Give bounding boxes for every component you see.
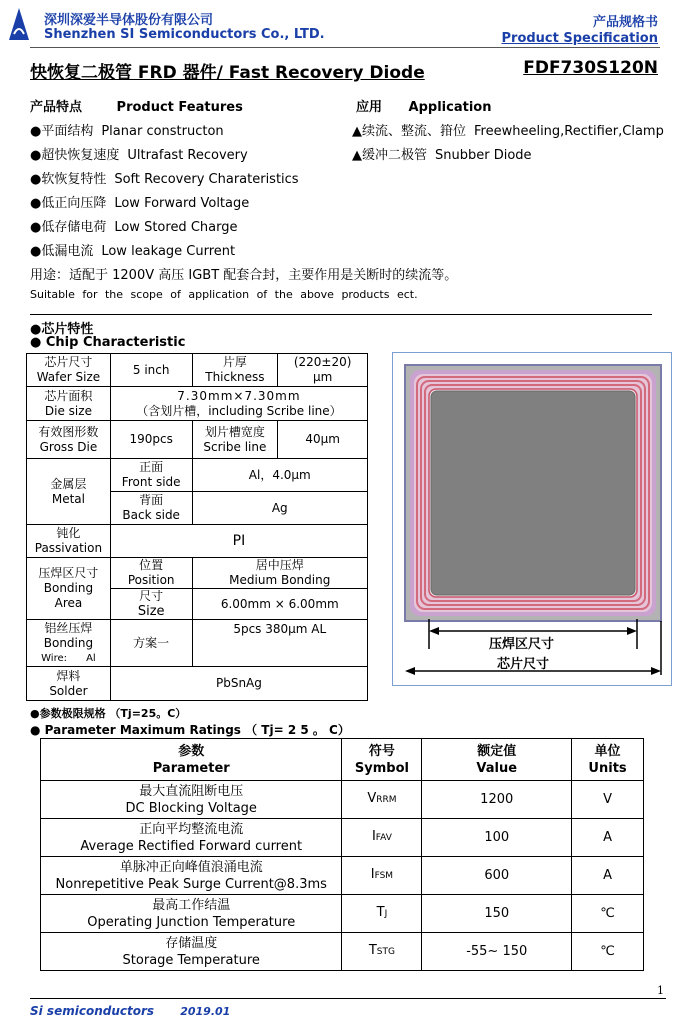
application-heading-en: Application xyxy=(408,100,492,115)
value-cell: 100 xyxy=(422,819,572,857)
bonding-area-label: 压焊区尺寸 Bonding Area xyxy=(27,558,111,620)
gross-die-value: 190pcs xyxy=(110,421,192,459)
usage-cn: 用途：适配于 1200V 高压 IGBT 配套合封，主要作用是关断时的续流等。 xyxy=(30,268,458,283)
chip-heading-cn: ●芯片特性 xyxy=(30,322,94,337)
scribe-line-value: 40μm xyxy=(278,421,368,459)
thickness-label: 片厚 Thickness xyxy=(192,354,278,387)
company-name-cn: 深圳深爱半导体股份有限公司 xyxy=(44,13,214,28)
value-cell: 150 xyxy=(422,895,572,933)
application-list xyxy=(352,120,664,168)
table-row xyxy=(41,781,644,819)
value-cell: 1200 xyxy=(422,781,572,819)
scheme-label: 方案一 xyxy=(110,620,192,667)
table-header-row xyxy=(41,739,644,781)
die-size-label: 芯片面积 Die size xyxy=(27,387,111,421)
size-value: 6.00mm × 6.00mm xyxy=(192,589,367,620)
gross-die-label: 有效图形数 Gross Die xyxy=(27,421,111,459)
position-value: 居中压焊 Medium Bonding xyxy=(192,558,367,589)
unit-cell: ℃ xyxy=(572,933,644,971)
features-heading-en: Product Features xyxy=(116,100,243,115)
table-row xyxy=(41,819,644,857)
scribe-line-label: 划片槽宽度 Scribe line xyxy=(192,421,278,459)
table-row xyxy=(27,558,368,589)
column-header: 符号 Symbol xyxy=(342,739,422,781)
symbol-cell: TJ xyxy=(342,895,422,933)
chip-characteristic-table xyxy=(26,353,368,701)
wafer-value: 5 inch xyxy=(110,354,192,387)
company-logo-icon xyxy=(5,4,33,44)
position-label: 位置 Position xyxy=(110,558,192,589)
bonding-wire-label: 铝丝压焊 Bonding Wire: Al xyxy=(27,620,111,667)
parameter-cell: 正向平均整流电流 Average Rectified Forward current xyxy=(41,819,342,857)
back-side-value: Ag xyxy=(192,492,367,525)
feature-item: ●平面结构 Planar constructon xyxy=(30,124,224,139)
features-list xyxy=(30,120,299,264)
back-side-label: 背面 Back side xyxy=(110,492,192,525)
usage-en: Suitable for the scope of application of the above products ect. xyxy=(30,288,418,301)
ratings-heading-cn: ●参数极限规格 （Tj=25。C） xyxy=(30,707,187,720)
chip-size-label: 芯片尺寸 xyxy=(497,657,550,672)
section-divider xyxy=(30,314,652,315)
symbol-cell: IFAV xyxy=(342,819,422,857)
application-heading xyxy=(356,96,491,115)
wafer-label: 芯片尺寸 Wafer Size xyxy=(27,354,111,387)
table-row xyxy=(27,354,368,387)
value-cell: 600 xyxy=(422,857,572,895)
bonding-wire-value: 5pcs 380μm AL xyxy=(192,620,367,667)
thickness-value: (220±20) μm xyxy=(278,354,368,387)
doc-title: 快恢复二极管 FRD 器件/ Fast Recovery Diode xyxy=(30,63,425,83)
features-heading-cn: 产品特点 xyxy=(30,100,83,115)
ratings-table xyxy=(40,738,644,971)
parameter-cell: 单脉冲正向峰值浪涌电流 Nonrepetitive Peak Surge Current@8.3ms xyxy=(41,857,342,895)
bonding-area-label: 压焊区尺寸 xyxy=(489,637,555,652)
spec-title-en: Product Specification xyxy=(501,31,658,46)
metal-label: 金属层 Metal xyxy=(27,459,111,525)
application-heading-cn: 应用 xyxy=(356,100,383,115)
table-row xyxy=(27,421,368,459)
table-row xyxy=(27,459,368,492)
feature-item: ●软恢复特性 Soft Recovery Charateristics xyxy=(30,172,299,187)
size-label: 尺寸 Size xyxy=(110,589,192,620)
symbol-cell: TSTG xyxy=(342,933,422,971)
footer-date: 2019.01 xyxy=(180,1005,231,1018)
footer-text xyxy=(30,1004,230,1018)
front-side-value: Al，4.0μm xyxy=(192,459,367,492)
column-header: 额定值 Value xyxy=(422,739,572,781)
symbol-cell: IFSM xyxy=(342,857,422,895)
solder-label: 焊料 Solder xyxy=(27,667,111,701)
footer-divider xyxy=(30,998,666,999)
unit-cell: V xyxy=(572,781,644,819)
front-side-label: 正面 Front side xyxy=(110,459,192,492)
application-item: ▲缓冲二极管 Snubber Diode xyxy=(352,148,532,163)
page-number: 1 xyxy=(657,984,664,997)
ratings-heading-en: ● Parameter Maximum Ratings （ Tj= 2 5 。 C） xyxy=(30,723,350,737)
parameter-cell: 最大直流阻断电压 DC Blocking Voltage xyxy=(41,781,342,819)
feature-item: ●低存储电荷 Low Stored Charge xyxy=(30,220,238,235)
column-header: 单位 Units xyxy=(572,739,644,781)
table-row xyxy=(27,387,368,421)
unit-cell: A xyxy=(572,819,644,857)
solder-value: PbSnAg xyxy=(110,667,367,701)
passivation-value: PI xyxy=(110,525,367,558)
unit-cell: A xyxy=(572,857,644,895)
feature-item: ●低正向压降 Low Forward Voltage xyxy=(30,196,250,211)
table-row xyxy=(41,933,644,971)
footer-company: Si semiconductors xyxy=(30,1004,155,1018)
passivation-label: 钝化 Passivation xyxy=(27,525,111,558)
table-row xyxy=(27,667,368,701)
features-heading xyxy=(30,96,243,115)
unit-cell: ℃ xyxy=(572,895,644,933)
table-row xyxy=(27,620,368,667)
application-item: ▲续流、整流、箝位 Freewheeling,Rectifier,Clamp xyxy=(352,124,664,139)
table-row xyxy=(41,857,644,895)
feature-item: ●超快恢复速度 Ultrafast Recovery xyxy=(30,148,248,163)
column-header: 参数 Parameter xyxy=(41,739,342,781)
header-divider xyxy=(30,47,660,48)
company-name-en: Shenzhen SI Semiconductors Co., LTD. xyxy=(44,27,325,42)
die-size-value: 7.30mm×7.30mm （含划片槽，including Scribe line） xyxy=(110,387,367,421)
part-number: FDF730S120N xyxy=(523,58,658,78)
spec-title-cn: 产品规格书 xyxy=(592,15,658,30)
table-row xyxy=(27,525,368,558)
feature-item: ●低漏电流 Low leakage Current xyxy=(30,244,236,259)
chip-layout-diagram xyxy=(392,352,672,686)
value-cell: -55~ 150 xyxy=(422,933,572,971)
symbol-cell: VRRM xyxy=(342,781,422,819)
table-row xyxy=(41,895,644,933)
parameter-cell: 存储温度 Storage Temperature xyxy=(41,933,342,971)
parameter-cell: 最高工作结温 Operating Junction Temperature xyxy=(41,895,342,933)
chip-heading-en: ● Chip Characteristic xyxy=(30,335,186,350)
